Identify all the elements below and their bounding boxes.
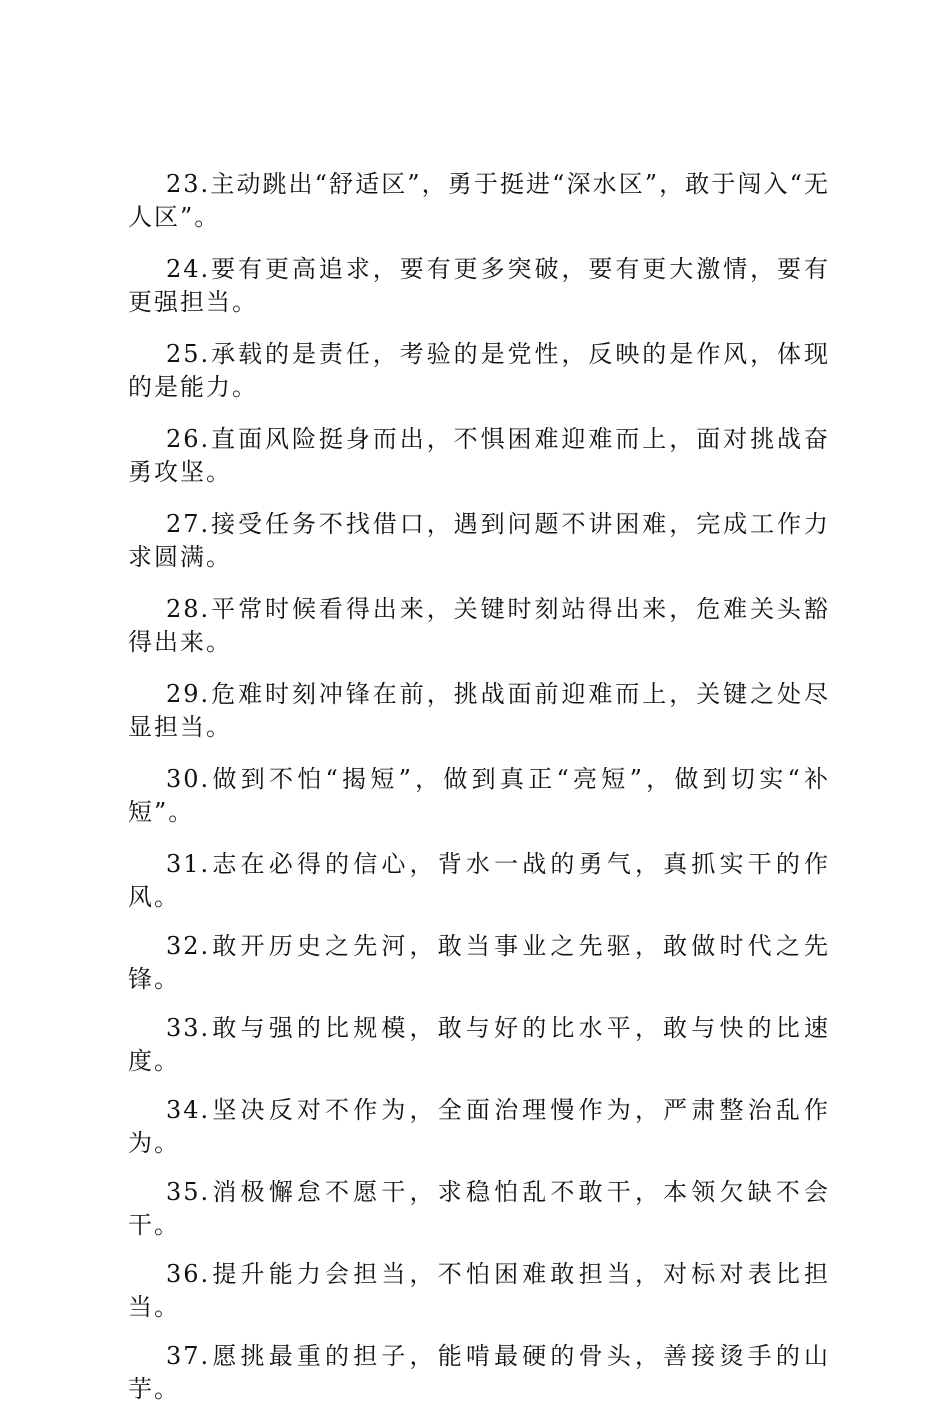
list-item: 24.要有更高追求，要有更多突破，要有更大激情，要有更强担当。 [128,255,830,316]
list-item: 34.坚决反对不作为，全面治理慢作为，严肃整治乱作为。 [128,1096,830,1157]
list-item: 23.主动跳出“舒适区”，勇于挺进“深水区”，敢于闯入“无人区”。 [128,170,830,231]
list-item: 36.提升能力会担当，不怕困难敢担当，对标对表比担当。 [128,1260,830,1321]
list-item: 37.愿挑最重的担子，能啃最硬的骨头，善接烫手的山芋。 [128,1342,830,1403]
list-item: 30.做到不怕“揭短”，做到真正“亮短”，做到切实“补短”。 [128,765,830,826]
list-item: 31.志在必得的信心，背水一战的勇气，真抓实干的作风。 [128,850,830,911]
list-item: 25.承载的是责任，考验的是党性，反映的是作风，体现的是能力。 [128,340,830,401]
document-body [128,168,830,1422]
list-item: 28.平常时候看得出来，关键时刻站得出来，危难关头豁得出来。 [128,595,830,656]
list-item: 33.敢与强的比规模，敢与好的比水平，敢与快的比速度。 [128,1014,830,1075]
list-item: 26.直面风险挺身而出，不惧困难迎难而上，面对挑战奋勇攻坚。 [128,425,830,486]
list-item: 32.敢开历史之先河，敢当事业之先驱，敢做时代之先锋。 [128,932,830,993]
list-item: 35.消极懈怠不愿干，求稳怕乱不敢干，本领欠缺不会干。 [128,1178,830,1239]
list-item: 29.危难时刻冲锋在前，挑战面前迎难而上，关键之处尽显担当。 [128,680,830,741]
list-item: 27.接受任务不找借口，遇到问题不讲困难，完成工作力求圆满。 [128,510,830,571]
